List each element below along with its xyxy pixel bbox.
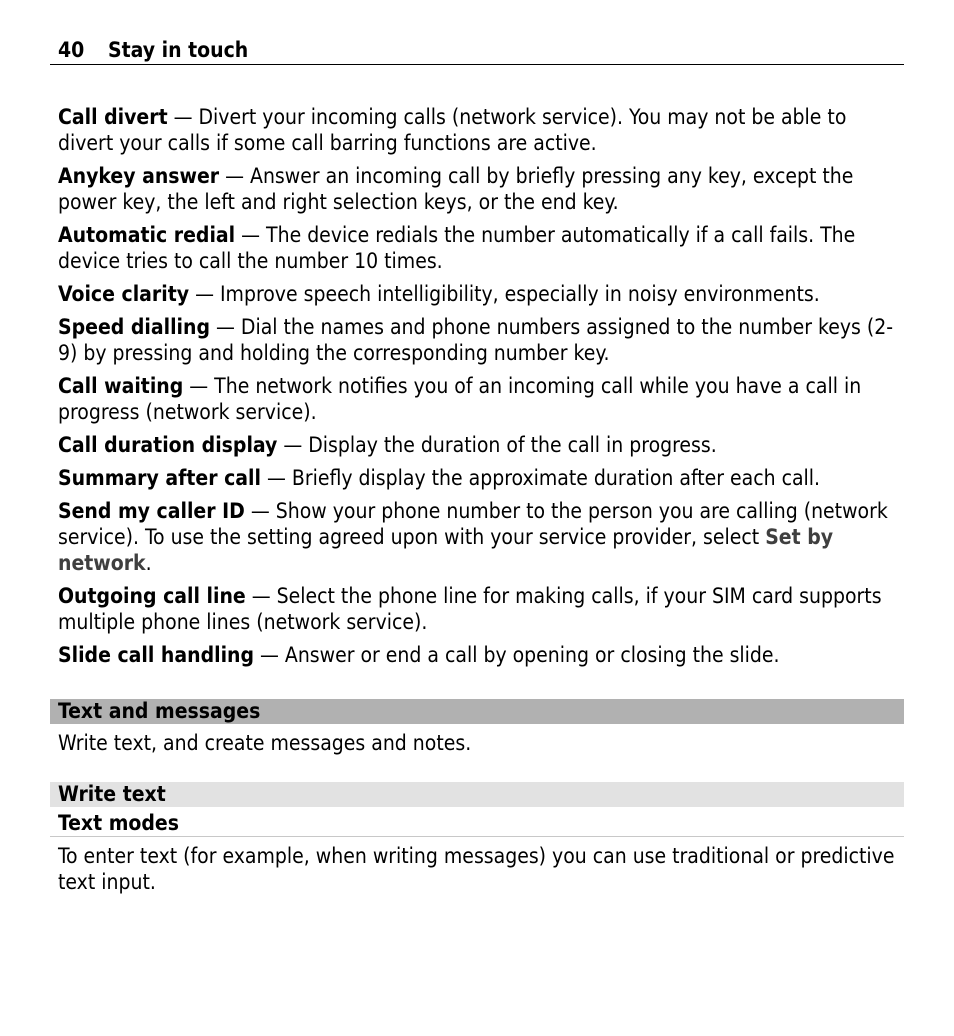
setting-term: Automatic redial — [58, 223, 236, 247]
setting-term: Send my caller ID — [58, 499, 245, 523]
text-modes-body: To enter text (for example, when writing messages) you can use traditional or predictive text input. — [58, 844, 895, 894]
setting-description: — The device redials the number automatically if a call fails. The device tries to call the number 10 times. — [58, 223, 856, 273]
setting-term: Call duration display — [58, 433, 278, 457]
setting-send-my-caller-id — [58, 498, 904, 576]
setting-anykey-answer — [58, 163, 904, 215]
page-number: 40 — [58, 38, 85, 62]
setting-description: — Dial the names and phone numbers assigned to the number keys (2-9) by pressing and holding the corresponding number key. — [58, 315, 894, 365]
section-intro: Write text, and create messages and notes. — [58, 731, 472, 755]
set-by-network-option[interactable]: Set by network — [58, 525, 834, 575]
setting-term: Summary after call — [58, 466, 261, 490]
subheading-text-modes: Text modes — [50, 809, 904, 837]
setting-description: — Improve speech intelligibility, especially in noisy environments. — [189, 282, 820, 306]
sentence-end: . — [145, 551, 152, 575]
setting-slide-call-handling — [58, 642, 904, 668]
setting-term: Anykey answer — [58, 164, 220, 188]
setting-term: Outgoing call line — [58, 584, 246, 608]
setting-description: — Answer or end a call by opening or closing the slide. — [254, 643, 780, 667]
setting-description: — Briefly display the approximate duration after each call. — [260, 466, 821, 490]
section-heading-text-and-messages: Text and messages — [50, 699, 904, 724]
setting-term: Voice clarity — [58, 282, 190, 306]
setting-call-duration-display — [58, 432, 904, 458]
setting-call-waiting — [58, 373, 904, 425]
setting-description: — Display the duration of the call in progress. — [277, 433, 717, 457]
setting-speed-dialling — [58, 314, 904, 366]
setting-call-divert — [58, 104, 904, 156]
chapter-title: Stay in touch — [108, 38, 249, 62]
setting-outgoing-call-line — [58, 583, 904, 635]
setting-description: — Select the phone line for making calls, if your SIM card supports multiple phone lines (network service). — [58, 584, 882, 634]
setting-description: — Divert your incoming calls (network service). You may not be able to divert your calls if some call barring functions are active. — [58, 105, 847, 155]
setting-term: Call divert — [58, 105, 168, 129]
setting-term: Call waiting — [58, 374, 184, 398]
page-header — [50, 36, 904, 65]
subsection-heading-write-text: Write text — [50, 782, 904, 807]
setting-summary-after-call — [58, 465, 904, 491]
setting-term: Slide call handling — [58, 643, 255, 667]
setting-term: Speed dialling — [58, 315, 210, 339]
setting-automatic-redial — [58, 222, 904, 274]
setting-description: — Answer an incoming call by briefly pressing any key, except the power key, the left and right selection keys, or the end key. — [58, 164, 854, 214]
call-settings-list — [58, 104, 904, 675]
setting-description: — Show your phone number to the person you are calling (network service). To use the setting agreed upon with your service provider, select — [58, 499, 888, 549]
setting-description: — The network notifies you of an incoming call while you have a call in progress (network service). — [58, 374, 862, 424]
setting-voice-clarity — [58, 281, 904, 307]
